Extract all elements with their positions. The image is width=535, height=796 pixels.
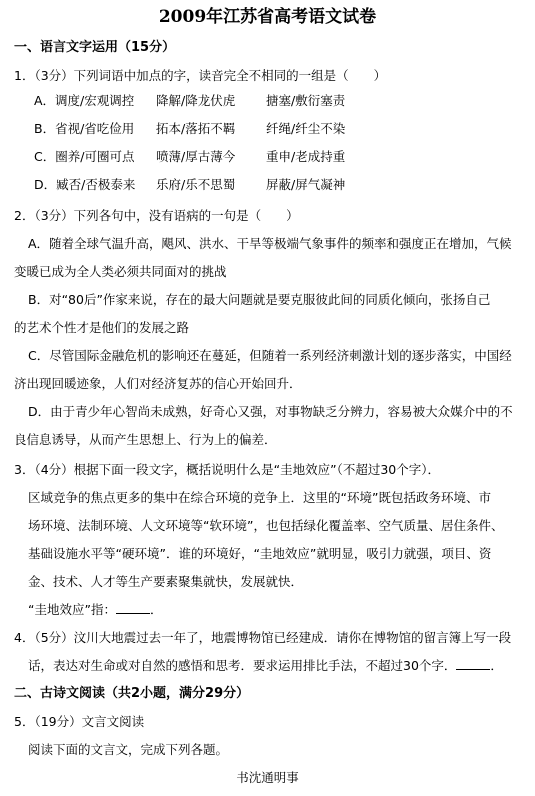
option-c-group-2: 喷薄/厚古薄今 <box>156 149 236 164</box>
question-5-instruction: 阅读下面的文言文，完成下列各题。 <box>28 742 229 757</box>
question-3-passage-line-2: 场环境、法制环境、人文环境等“软环境”，也包括绿化覆盖率、空气质量、居住条件、 <box>28 518 504 533</box>
question-2-option-c-line-1: C．尽管国际金融危机的影响还在蔓延，但随着一系列经济刺激计划的逐步落实，中国经 <box>28 348 512 363</box>
question-2-option-a-line-1: A．随着全球气温升高，飓风、洪水、干旱等极端气象事件的频率和强度正在增加，气候 <box>28 236 512 251</box>
question-2-stem: 2．（3分）下列各句中，没有语病的一句是（ ） <box>14 208 299 223</box>
question-2-option-a-line-2: 变暖已成为全人类必须共同面对的挑战 <box>14 264 227 279</box>
option-c-group-3: 重申/老成持重 <box>266 149 346 164</box>
answer-label: “圭地效应”指： <box>28 602 116 617</box>
question-3-answer-line <box>28 602 162 618</box>
passage-title: 书沈通明事 <box>236 770 299 785</box>
question-2-option-d-line-2: 良信息诱导，从而产生思想上、行为上的偏差． <box>14 432 277 447</box>
section-heading-1: 一、语言文字运用（15分） <box>14 40 176 55</box>
question-3-stem: 3．（4分）根据下面一段文字，概括说明什么是“圭地效应”（不超过30个字）． <box>14 462 441 477</box>
option-a-group-1: A．调度/宏观调控 <box>34 93 135 108</box>
question-4-line-2-text: 话，表达对生命或对自然的感悟和思考．要求运用排比手法，不超过30个字． <box>28 658 457 673</box>
option-c-group-1: C．圈养/可圈可点 <box>34 149 135 164</box>
answer-blank[interactable] <box>116 602 150 614</box>
option-a-group-3: 搪塞/敷衍塞责 <box>266 93 346 108</box>
question-4-line-2 <box>28 658 503 674</box>
question-4-line-2-end: ． <box>490 658 503 673</box>
option-b-group-2: 拓本/落拓不羁 <box>156 121 236 136</box>
option-a-group-2: 降解/降龙伏虎 <box>156 93 236 108</box>
question-4-line-1: 4．（5分）汶川大地震过去一年了，地震博物馆已经建成．请你在博物馆的留言簿上写一段 <box>14 630 512 645</box>
question-2-option-b-line-1: B．对“80后”作家来说，存在的最大问题就是要克服彼此间的同质化倾向，张扬自己 <box>28 292 491 307</box>
question-2-option-d-line-1: D．由于青少年心智尚未成熟，好奇心又强，对事物缺乏分辨力，容易被大众媒介中的不 <box>28 404 513 419</box>
question-3-passage-line-3: 基础设施水平等“硬环境”．谁的环境好，“圭地效应”就明显，吸引力就强，项目、资 <box>28 546 492 561</box>
section-heading-2: 二、古诗文阅读（共2小题，满分29分） <box>14 686 250 701</box>
question-5-stem: 5．（19分）文言文阅读 <box>14 714 145 729</box>
option-b-group-1: B．省视/省吃俭用 <box>34 121 135 136</box>
option-d-group-1: D．臧否/否极泰来 <box>34 177 136 192</box>
answer-blank[interactable] <box>456 658 490 670</box>
question-3-passage-line-4: 金、技术、人才等生产要素聚集就快，发展就快． <box>28 574 304 589</box>
option-b-group-3: 纤绳/纤尘不染 <box>266 121 346 136</box>
answer-end: ． <box>149 602 163 617</box>
option-d-group-3: 屏蔽/屏气凝神 <box>266 177 346 192</box>
option-d-group-2: 乐府/乐不思蜀 <box>156 177 236 192</box>
page-title: 2009年江苏省高考语文试卷 <box>158 7 377 27</box>
question-1-stem: 1．（3分）下列词语中加点的字，读音完全不相同的一组是（ ） <box>14 68 387 83</box>
question-2-option-b-line-2: 的艺术个性才是他们的发展之路 <box>14 320 190 335</box>
question-3-passage-line-1: 区域竞争的焦点更多的集中在综合环境的竞争上．这里的“环境”既包括政务环境、市 <box>28 490 491 505</box>
question-2-option-c-line-2: 济出现回暖迹象，人们对经济复苏的信心开始回升． <box>14 376 302 391</box>
